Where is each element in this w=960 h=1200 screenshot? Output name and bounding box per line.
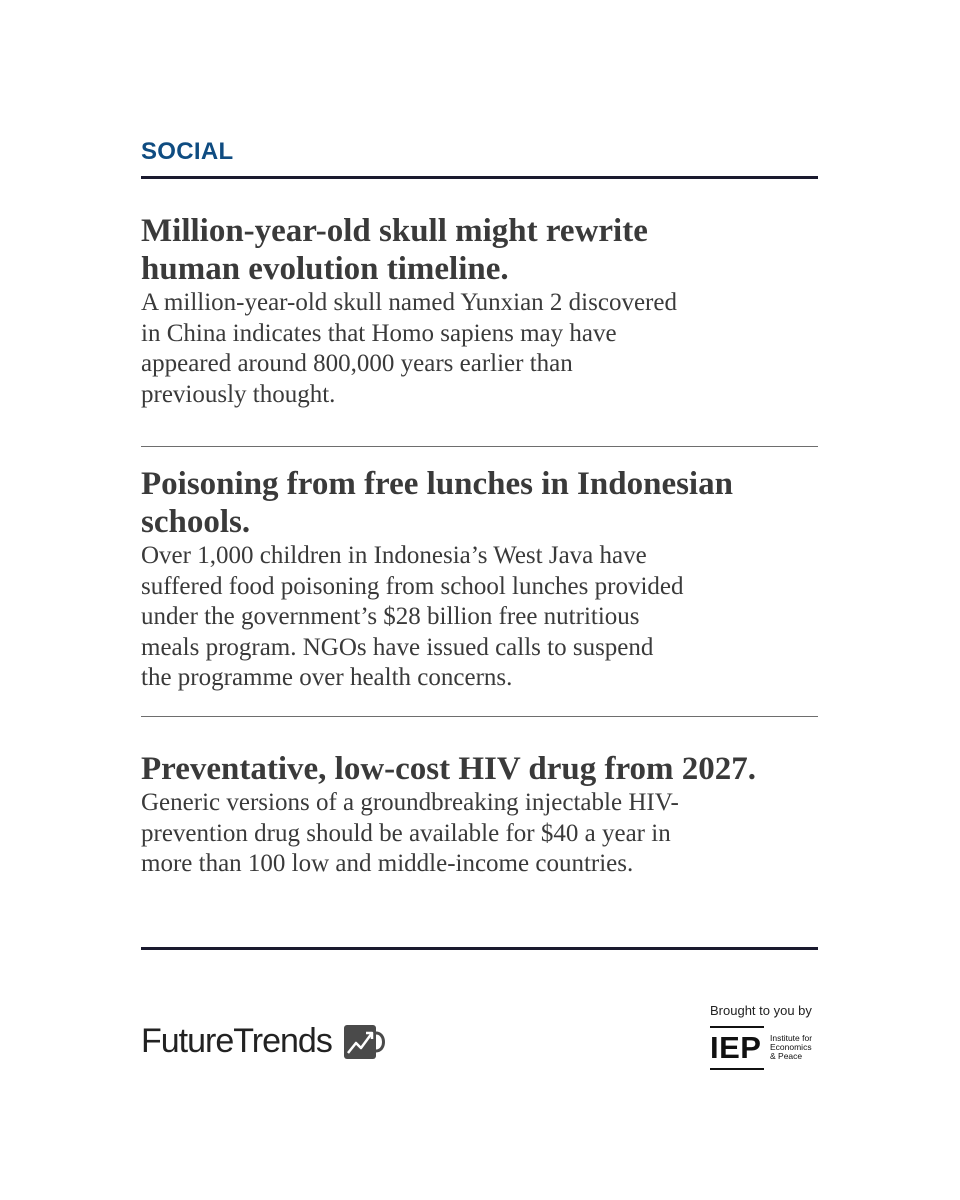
story-1 (141, 212, 818, 410)
story-body (141, 288, 818, 410)
body-line: meals program. NGOs have issued calls to suspend (141, 633, 654, 661)
story-headline (141, 465, 818, 541)
body-line: prevention drug should be available for $40 a year in (141, 819, 671, 847)
body-line: in China indicates that Homo sapiens may have (141, 319, 617, 347)
story-body (141, 788, 818, 880)
story-3 (141, 750, 818, 880)
headline-line: Poisoning from free lunches in Indonesian (141, 466, 733, 502)
story-headline (141, 212, 818, 288)
body-line: the programme over health concerns. (141, 664, 513, 691)
sponsor-label: Brought to you by (710, 1003, 812, 1018)
body-line: appeared around 800,000 years earlier than (141, 350, 573, 377)
story-divider (141, 716, 818, 717)
mug-trend-icon (342, 1023, 388, 1061)
story-divider (141, 446, 818, 447)
body-line: Over 1,000 children in Indonesia’s West Java have (141, 542, 647, 569)
story-body (141, 541, 818, 694)
body-line: A million-year-old skull named Yunxian 2 discovered (141, 289, 677, 316)
iep-logo-letters: IEP (710, 1030, 762, 1065)
futuretrends-logo (141, 1022, 388, 1061)
headline-line: schools. (141, 504, 251, 540)
body-line: suffered food poisoning from school lunches provided (141, 572, 684, 600)
footer-rule (141, 947, 818, 950)
brand-name: FutureTrends (141, 1022, 332, 1060)
body-line: more than 100 low and middle-income countries. (141, 850, 634, 877)
iep-logo-rule (710, 1068, 764, 1070)
section-rule (141, 176, 818, 179)
headline-line: human evolution timeline. (141, 251, 509, 287)
iep-logo-name (770, 1034, 820, 1061)
story-2 (141, 465, 818, 694)
body-line: under the government’s $28 billion free nutritious (141, 603, 640, 630)
iep-name-line: & Peace (770, 1051, 803, 1061)
section-label: SOCIAL (141, 138, 234, 165)
headline-line: Preventative, low-cost HIV drug from 2027. (141, 751, 756, 787)
headline-line: Million-year-old skull might rewrite (141, 213, 648, 249)
iep-name-line: Institute for (770, 1033, 813, 1043)
story-headline (141, 750, 818, 788)
iep-name-line: Economics (770, 1042, 812, 1052)
iep-logo-rule (710, 1026, 764, 1028)
iep-logo (710, 1026, 820, 1072)
body-line: previously thought. (141, 380, 336, 408)
body-line: Generic versions of a groundbreaking injectable HIV- (141, 789, 679, 816)
